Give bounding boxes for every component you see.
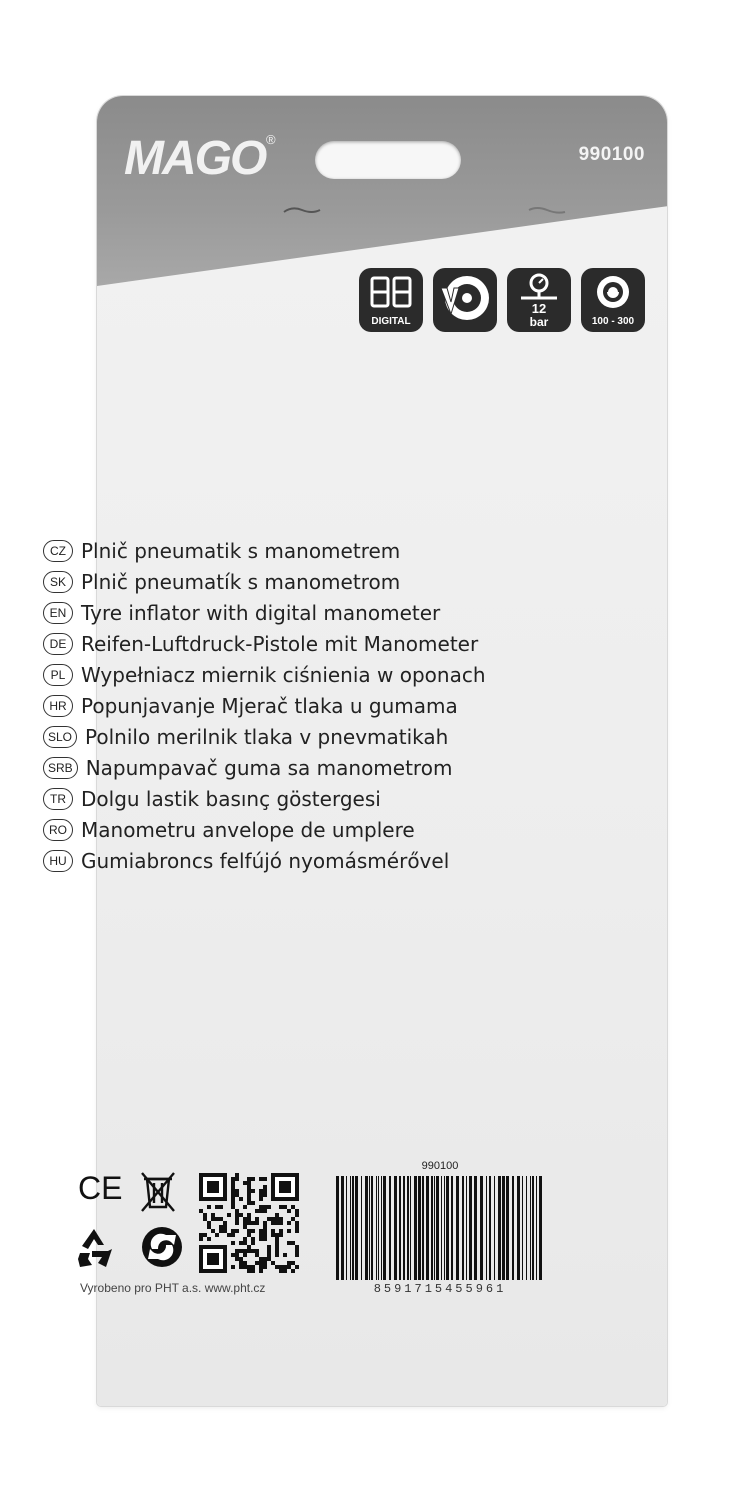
lang-text: Gumiabroncs felfújó nyomásmérővel bbox=[81, 848, 450, 873]
lang-text: Reifen-Luftdruck-Pistole mit Manometer bbox=[81, 631, 479, 656]
lang-row-hr bbox=[43, 690, 563, 721]
language-list bbox=[43, 535, 563, 876]
hang-slot bbox=[315, 141, 461, 179]
digital-display-icon bbox=[359, 268, 423, 332]
weee-bin-icon bbox=[142, 1173, 174, 1211]
lang-code: SRB bbox=[43, 757, 78, 779]
lang-text: Napumpavač guma sa manometrom bbox=[85, 755, 453, 780]
lang-text: Plnič pneumatík s manometrom bbox=[81, 569, 401, 594]
lang-row-tr bbox=[43, 783, 563, 814]
logo-text: MAGO bbox=[124, 132, 266, 182]
barcode bbox=[330, 1160, 550, 1296]
mago-logo bbox=[124, 130, 284, 182]
recycle-icon bbox=[78, 1229, 112, 1267]
gauge-value: 12 bbox=[531, 301, 547, 316]
lang-row-pl bbox=[43, 659, 563, 690]
notch-right bbox=[527, 204, 567, 216]
lang-row-cz bbox=[43, 535, 563, 566]
lang-text: Dolgu lastik basınç göstergesi bbox=[81, 786, 381, 811]
qr-code bbox=[199, 1173, 299, 1273]
lang-text: Plnič pneumatik s manometrem bbox=[81, 538, 401, 563]
tire-gauge-icon bbox=[581, 268, 645, 332]
lang-text: Polnilo merilnik tlaka v pnevmatikah bbox=[85, 724, 449, 749]
lang-text: Tyre inflator with digital manometer bbox=[81, 600, 441, 625]
lang-code: SLO bbox=[43, 726, 77, 748]
lang-code: RO bbox=[43, 819, 73, 841]
ce-mark: CE bbox=[78, 1170, 123, 1206]
lang-row-hu bbox=[43, 845, 563, 876]
tire-valve-icon bbox=[433, 268, 497, 332]
lang-code: EN bbox=[43, 602, 73, 624]
lang-code: TR bbox=[43, 788, 73, 810]
lang-row-ro bbox=[43, 814, 563, 845]
lang-text: Manometru anvelope de umplere bbox=[81, 817, 415, 842]
lang-code: CZ bbox=[43, 540, 73, 562]
pressure-gauge-icon bbox=[507, 268, 571, 332]
gauge-unit: bar bbox=[529, 315, 549, 329]
product-code: 990100 bbox=[578, 144, 645, 165]
notch-left bbox=[282, 204, 322, 216]
lang-code: HR bbox=[43, 695, 73, 717]
lang-code: SK bbox=[43, 571, 73, 593]
lang-row-slo bbox=[43, 721, 563, 752]
lang-text: Popunjavanje Mjerač tlaka u gumama bbox=[81, 693, 458, 718]
barcode-digits: 8591715455961 bbox=[373, 1282, 507, 1296]
lang-code: DE bbox=[43, 633, 73, 655]
lang-row-srb bbox=[43, 752, 563, 783]
compliance-icons bbox=[78, 1167, 193, 1281]
registered-mark: ® bbox=[266, 132, 276, 147]
lang-row-sk bbox=[43, 566, 563, 597]
lang-text: Wypełniacz miernik ciśnienia w oponach bbox=[81, 662, 486, 687]
manufacturer-note: Vyrobeno pro PHT a.s. www.pht.cz bbox=[80, 1281, 266, 1295]
green-dot-icon bbox=[142, 1227, 182, 1267]
barcode-product-code: 990100 bbox=[421, 1160, 459, 1172]
header-band bbox=[97, 96, 667, 286]
lang-code: HU bbox=[43, 850, 73, 872]
range-label: 100 - 300 bbox=[591, 316, 635, 327]
lang-code: PL bbox=[43, 664, 73, 686]
lang-row-de bbox=[43, 628, 563, 659]
lang-row-en bbox=[43, 597, 563, 628]
feature-icons bbox=[359, 268, 645, 332]
digital-label: DIGITAL bbox=[371, 316, 411, 327]
